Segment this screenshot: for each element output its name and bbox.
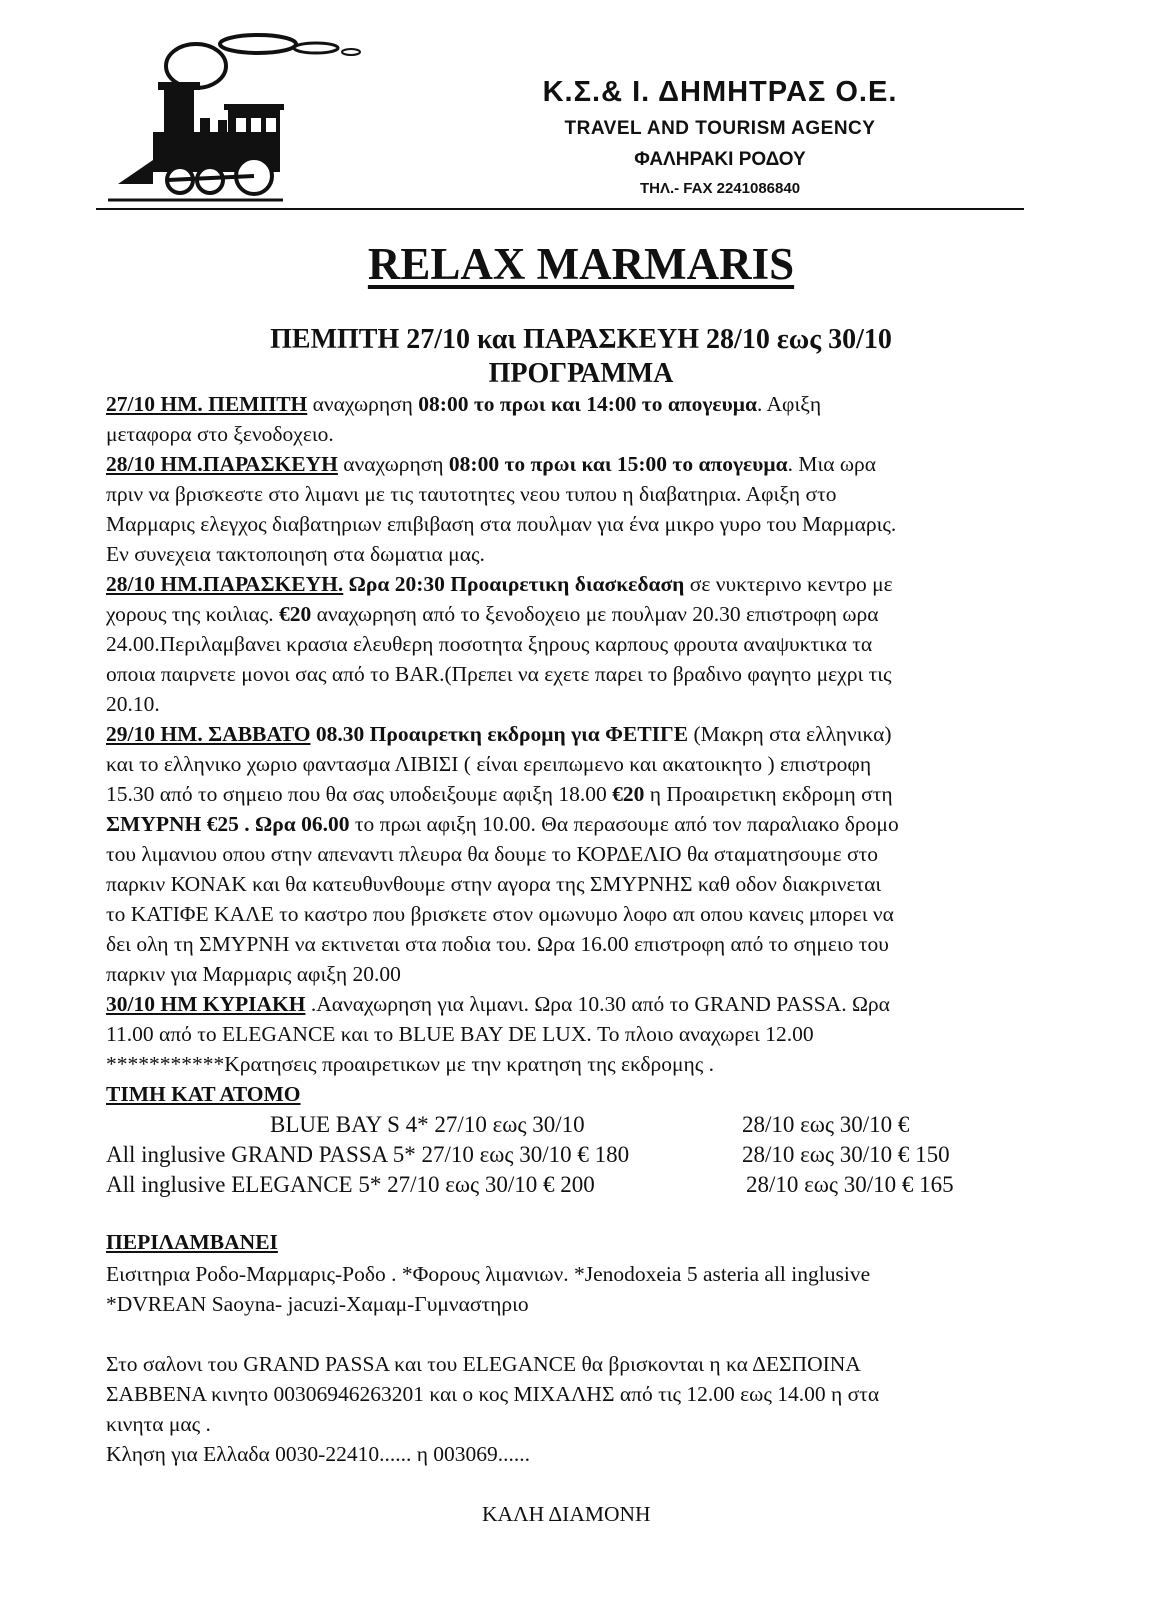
- company-name: Κ.Σ.& Ι. ΔΗΜΗΤΡΑΣ Ο.Ε.: [542, 76, 898, 108]
- day4-line4: ΣΜΥΡΝΗ €25 . Ωρα 06.00 το πρωι αφιξη 10.00. Θα περασουμε από τον παραλιακο δρομο: [106, 812, 899, 836]
- price-row-elegance-right: 28/10 εως 30/10 € 165: [746, 1172, 954, 1197]
- day5-line2: 11.00 από το ELEGANCE και το BLUE BAY DE LUX. Το πλοιο αναχωρει 12.00: [106, 1022, 814, 1046]
- day2-line1: 28/10 ΗΜ.ΠΑΡΑΣΚΕΥΗ αναχωρηση 08:00 το πρωι και 15:00 το απογευμα. Μια ωρα: [106, 452, 877, 476]
- includes-line1: Εισιτηρια Ροδο-Μαρμαρις-Ροδο . *Φορους λιμανιων. *Jenodoxeia 5 asteria all inglusive: [106, 1262, 871, 1286]
- document-title: RELAX MARMARIS: [367, 239, 795, 289]
- price-row-grandpassa-right: 28/10 εως 30/10 € 150: [742, 1142, 950, 1167]
- day3-line4: οποια παιρνετε μονοι σας από το BAR.(Πρεπει να εχετε παρει το βραδινο φαγητο μεχρι τις: [106, 662, 892, 686]
- day4-heading: 29/10 ΗΜ. ΣΑΒΒΑΤΟ: [106, 722, 311, 746]
- day1-heading: 27/10 ΗΜ. ΠΕΜΠΤΗ: [106, 392, 308, 416]
- day2-line3: Μαρμαρις ελεγχος διαβατηριων επιβιβαση στα πουλμαν για ένα μικρο γυρο του Μαρμαρις.: [106, 512, 897, 536]
- day4-line7: το ΚΑΤΙΦΕ ΚΑΛΕ το καστρο που βρισκετε στον ομωνυμο λοφο απ οπου κανεις μπορει να: [106, 902, 894, 926]
- day3-line2: χορους της κοιλιας. €20 αναχωρηση από το ξενοδοχειο με πουλμαν 20.30 επιστροφη ωρα: [106, 602, 879, 626]
- price-row-elegance-left: All inglusive ELEGANCE 5* 27/10 εως 30/10 € 200: [106, 1172, 595, 1197]
- day3-line1: 28/10 ΗΜ.ΠΑΡΑΣΚΕΥΗ. Ωρα 20:30 Προαιρετικη διασκεδαση σε νυκτερινο κεντρο με: [106, 572, 893, 596]
- day4-line2: και το ελληνικο χωριο φαντασμα ΛΙΒΙΣΙ ( είναι ερειπωμενο και ακατοικητο ) επιστροφη: [106, 752, 872, 776]
- pricing-heading: ΤΙΜΗ ΚΑΤ ΑΤΟΜΟ: [106, 1082, 301, 1106]
- day5-line3: ***********Κρατησεις προαιρετικων με την κρατηση της εκδρομης .: [106, 1052, 715, 1076]
- day4-line5: του λιμανιου οπου στην απεναντι πλευρα θα δουμε το ΚΟΡΔΕΛΙΟ θα σταματησουμε στο: [106, 842, 878, 866]
- includes-heading: ΠΕΡΙΛΑΜΒΑΝΕΙ: [106, 1230, 278, 1254]
- day4-line1: 29/10 ΗΜ. ΣΑΒΒΑΤΟ 08.30 Προαιρετκη εκδρομη για ΦΕΤΙΓΕ (Μακρη στα ελληνικα): [106, 722, 892, 746]
- agency-location: ΦΑΛΗΡΑΚΙ ΡΟΔΟΥ: [634, 149, 806, 170]
- day2-line2: πριν να βρισκεστε στο λιμανι με τις ταυτοτητες νεου τυπου η διαβατηρια. Αφιξη στο: [106, 482, 837, 506]
- agency-type: TRAVEL AND TOURISM AGENCY: [564, 118, 876, 139]
- header-divider: [96, 208, 1024, 210]
- contact-line3: κινητα μας .: [106, 1412, 211, 1436]
- day3-line5: 20.10.: [106, 692, 160, 716]
- contact-line1: Στο σαλονι του GRAND PASSA και του ELEGANCE θα βρισκονται η κα ΔΕΣΠΟΙΝΑ: [106, 1352, 861, 1376]
- includes-line2: *DVREAN Saoyna- jacuzi-Χαμαμ-Γυμναστηριο: [106, 1292, 529, 1316]
- day4-line6: παρκιν ΚΟΝΑΚ και θα κατευθυνθουμε στην αγορα της ΣΜΥΡΝΗΣ καθ οδον διακρινεται: [106, 872, 882, 896]
- day5-heading: 30/10 ΗΜ ΚΥΡΙΑΚΗ: [106, 992, 306, 1016]
- contact-line2: ΣΑΒΒΕΝΑ κινητο 00306946263201 και ο κος ΜΙΧΑΛΗΣ από τις 12.00 εως 14.00 η στα: [106, 1382, 880, 1406]
- price-row-bluebay-left: BLUE BAY S 4* 27/10 εως 30/10: [270, 1112, 585, 1137]
- day4-line9: παρκιν για Μαρμαρις αφιξη 20.00: [106, 962, 401, 986]
- day3-heading: 28/10 ΗΜ.ΠΑΡΑΣΚΕΥΗ.: [106, 572, 344, 596]
- day1-line1: 27/10 ΗΜ. ΠΕΜΠΤΗ αναχωρηση 08:00 το πρωι και 14:00 το απογευμα. Αφιξη: [106, 392, 822, 416]
- locomotive-logo-icon: [108, 32, 388, 202]
- day3-line3: 24.00.Περιλαμβανει κρασια ελευθερη ποσοτητα ξηρους καρπους φρουτα αναψυκτικα τα: [106, 632, 873, 656]
- closing-greeting: ΚΑΛΗ ΔΙΑΜΟΝΗ: [482, 1502, 651, 1526]
- day1-line2: μεταφορα στο ξενοδοχειο.: [106, 422, 334, 446]
- day5-line1: 30/10 ΗΜ ΚΥΡΙΑΚΗ .Ααναχωρηση για λιμανι. Ωρα 10.30 από το GRAND PASSA. Ωρα: [106, 992, 890, 1016]
- program-heading: ΠΡΟΓΡΑΜΜΑ: [488, 358, 674, 389]
- day2-heading: 28/10 ΗΜ.ΠΑΡΑΣΚΕΥΗ: [106, 452, 338, 476]
- day4-line8: δει ολη τη ΣΜΥΡΝΗ να εκτινεται στα ποδια του. Ωρα 16.00 επιστροφη από το σημειο του: [106, 932, 889, 956]
- price-row-grandpassa-left: All inglusive GRAND PASSA 5* 27/10 εως 30/10 € 180: [106, 1142, 630, 1167]
- price-row-bluebay-right: 28/10 εως 30/10 €: [742, 1112, 910, 1137]
- agency-phone: ΤΗΛ.- FAX 2241086840: [639, 180, 801, 197]
- contact-line4: Κληση για Ελλαδα 0030-22410...... η 003069......: [106, 1442, 531, 1466]
- day4-line3: 15.30 από το σημειο που θα σας υποδειξουμε αφιξη 18.00 €20 η Προαιρετικη εκδρομη στη: [106, 782, 893, 806]
- trip-dates: ΠΕΜΠΤΗ 27/10 και ΠΑΡΑΣΚΕΥΗ 28/10 εως 30/10: [270, 324, 892, 355]
- day2-line4: Εν συνεχεια τακτοποιηση στα δωματια μας.: [106, 542, 485, 566]
